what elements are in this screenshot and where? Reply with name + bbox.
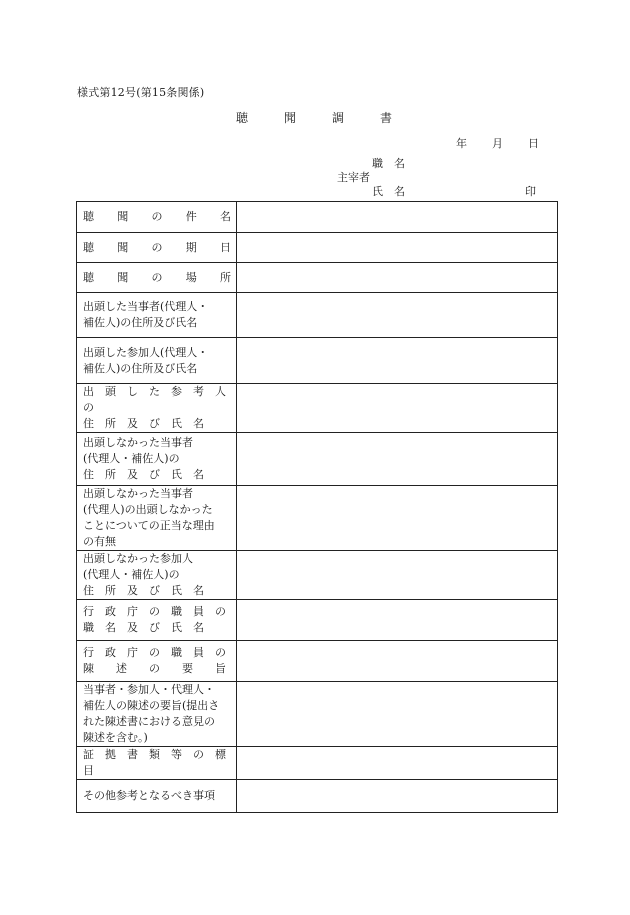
form-number: 様式第12号(第15条関係) bbox=[77, 86, 205, 99]
row-label-text: 出頭しなかった当事者 (代理人・補佐人)の 住 所 及 び 氏 名 bbox=[83, 436, 204, 481]
table-row bbox=[77, 486, 558, 551]
table-row bbox=[77, 780, 558, 813]
row-label bbox=[77, 384, 237, 433]
presider-name-label: 氏 名 bbox=[372, 185, 405, 198]
row-label-text: 出頭した当事者(代理人・ 補佐人)の住所及び氏名 bbox=[83, 300, 209, 329]
row-value-cell[interactable] bbox=[237, 233, 558, 263]
row-value-cell[interactable] bbox=[237, 641, 558, 682]
row-label-text: 聴 聞 の 件 名 bbox=[83, 210, 231, 223]
row-label-text: 出頭しなかった参加人 (代理人・補佐人)の 住 所 及 び 氏 名 bbox=[83, 552, 204, 597]
row-label-text: 出頭した参加人(代理人・ 補佐人)の住所及び氏名 bbox=[83, 345, 209, 375]
row-value-cell[interactable] bbox=[237, 338, 558, 384]
row-value-cell[interactable] bbox=[237, 263, 558, 293]
seal-label: 印 bbox=[525, 185, 536, 198]
presider-label: 主宰者 bbox=[337, 171, 370, 184]
row-label-text: 行 政 庁 の 職 員 の 陳 述 の 要 旨 bbox=[83, 646, 226, 675]
row-value-cell[interactable] bbox=[237, 747, 558, 780]
table-row bbox=[77, 384, 558, 433]
row-label bbox=[77, 600, 237, 641]
row-label bbox=[77, 682, 237, 747]
date-year-label: 年 bbox=[456, 137, 467, 150]
row-label bbox=[77, 293, 237, 338]
row-label-text: 行 政 庁 の 職 員 の 職 名 及 び 氏 名 bbox=[83, 605, 226, 634]
row-value-cell[interactable] bbox=[237, 433, 558, 486]
row-value-cell[interactable] bbox=[237, 682, 558, 747]
table-row bbox=[77, 682, 558, 747]
table-row bbox=[77, 263, 558, 293]
title-char: 書 bbox=[380, 111, 393, 125]
row-label bbox=[77, 233, 237, 263]
row-label bbox=[77, 486, 237, 551]
row-value-cell[interactable] bbox=[237, 384, 558, 433]
table-row bbox=[77, 293, 558, 338]
table-row bbox=[77, 641, 558, 682]
row-label bbox=[77, 551, 237, 600]
title-char: 聞 bbox=[284, 111, 297, 125]
row-label bbox=[77, 338, 237, 384]
table-row bbox=[77, 551, 558, 600]
row-label-text: その他参考となるべき事項 bbox=[83, 789, 215, 802]
row-label bbox=[77, 202, 237, 233]
date-day-label: 日 bbox=[528, 137, 539, 150]
row-label-text: 出 頭 し た 参 考 人 の 住 所 及 び 氏 名 bbox=[83, 385, 226, 430]
title-char: 調 bbox=[332, 111, 345, 125]
hearing-record-table bbox=[76, 201, 558, 813]
row-label-text: 聴 聞 の 場 所 bbox=[83, 270, 231, 284]
row-label bbox=[77, 433, 237, 486]
table-row bbox=[77, 433, 558, 486]
row-label-text: 当事者・参加人・代理人・ 補佐人の陳述の要旨(提出さ れた陳述書における意見の 陳述を含む。) bbox=[83, 683, 220, 744]
row-value-cell[interactable] bbox=[237, 780, 558, 813]
date-line bbox=[456, 135, 564, 151]
title-char: 聴 bbox=[236, 111, 249, 125]
presider-post-label: 職 名 bbox=[372, 157, 405, 170]
row-value-cell[interactable] bbox=[237, 293, 558, 338]
row-label-text: 聴 聞 の 期 日 bbox=[83, 240, 231, 254]
row-value-cell[interactable] bbox=[237, 202, 558, 233]
table-row bbox=[77, 233, 558, 263]
row-value-cell[interactable] bbox=[237, 551, 558, 600]
date-month-label: 月 bbox=[492, 137, 503, 150]
row-value-cell[interactable] bbox=[237, 486, 558, 551]
row-value-cell[interactable] bbox=[237, 600, 558, 641]
table-row bbox=[77, 747, 558, 780]
row-label bbox=[77, 641, 237, 682]
document-title bbox=[236, 109, 428, 126]
row-label bbox=[77, 780, 237, 813]
table-row bbox=[77, 338, 558, 384]
row-label bbox=[77, 747, 237, 780]
row-label bbox=[77, 263, 237, 293]
row-label-text: 証 拠 書 類 等 の 標 目 bbox=[83, 748, 237, 777]
table-row bbox=[77, 600, 558, 641]
row-label-text: 出頭しなかった当事者 (代理人)の出頭しなかった ことについての正当な理由 の有無 bbox=[83, 487, 215, 548]
table-row bbox=[77, 202, 558, 233]
